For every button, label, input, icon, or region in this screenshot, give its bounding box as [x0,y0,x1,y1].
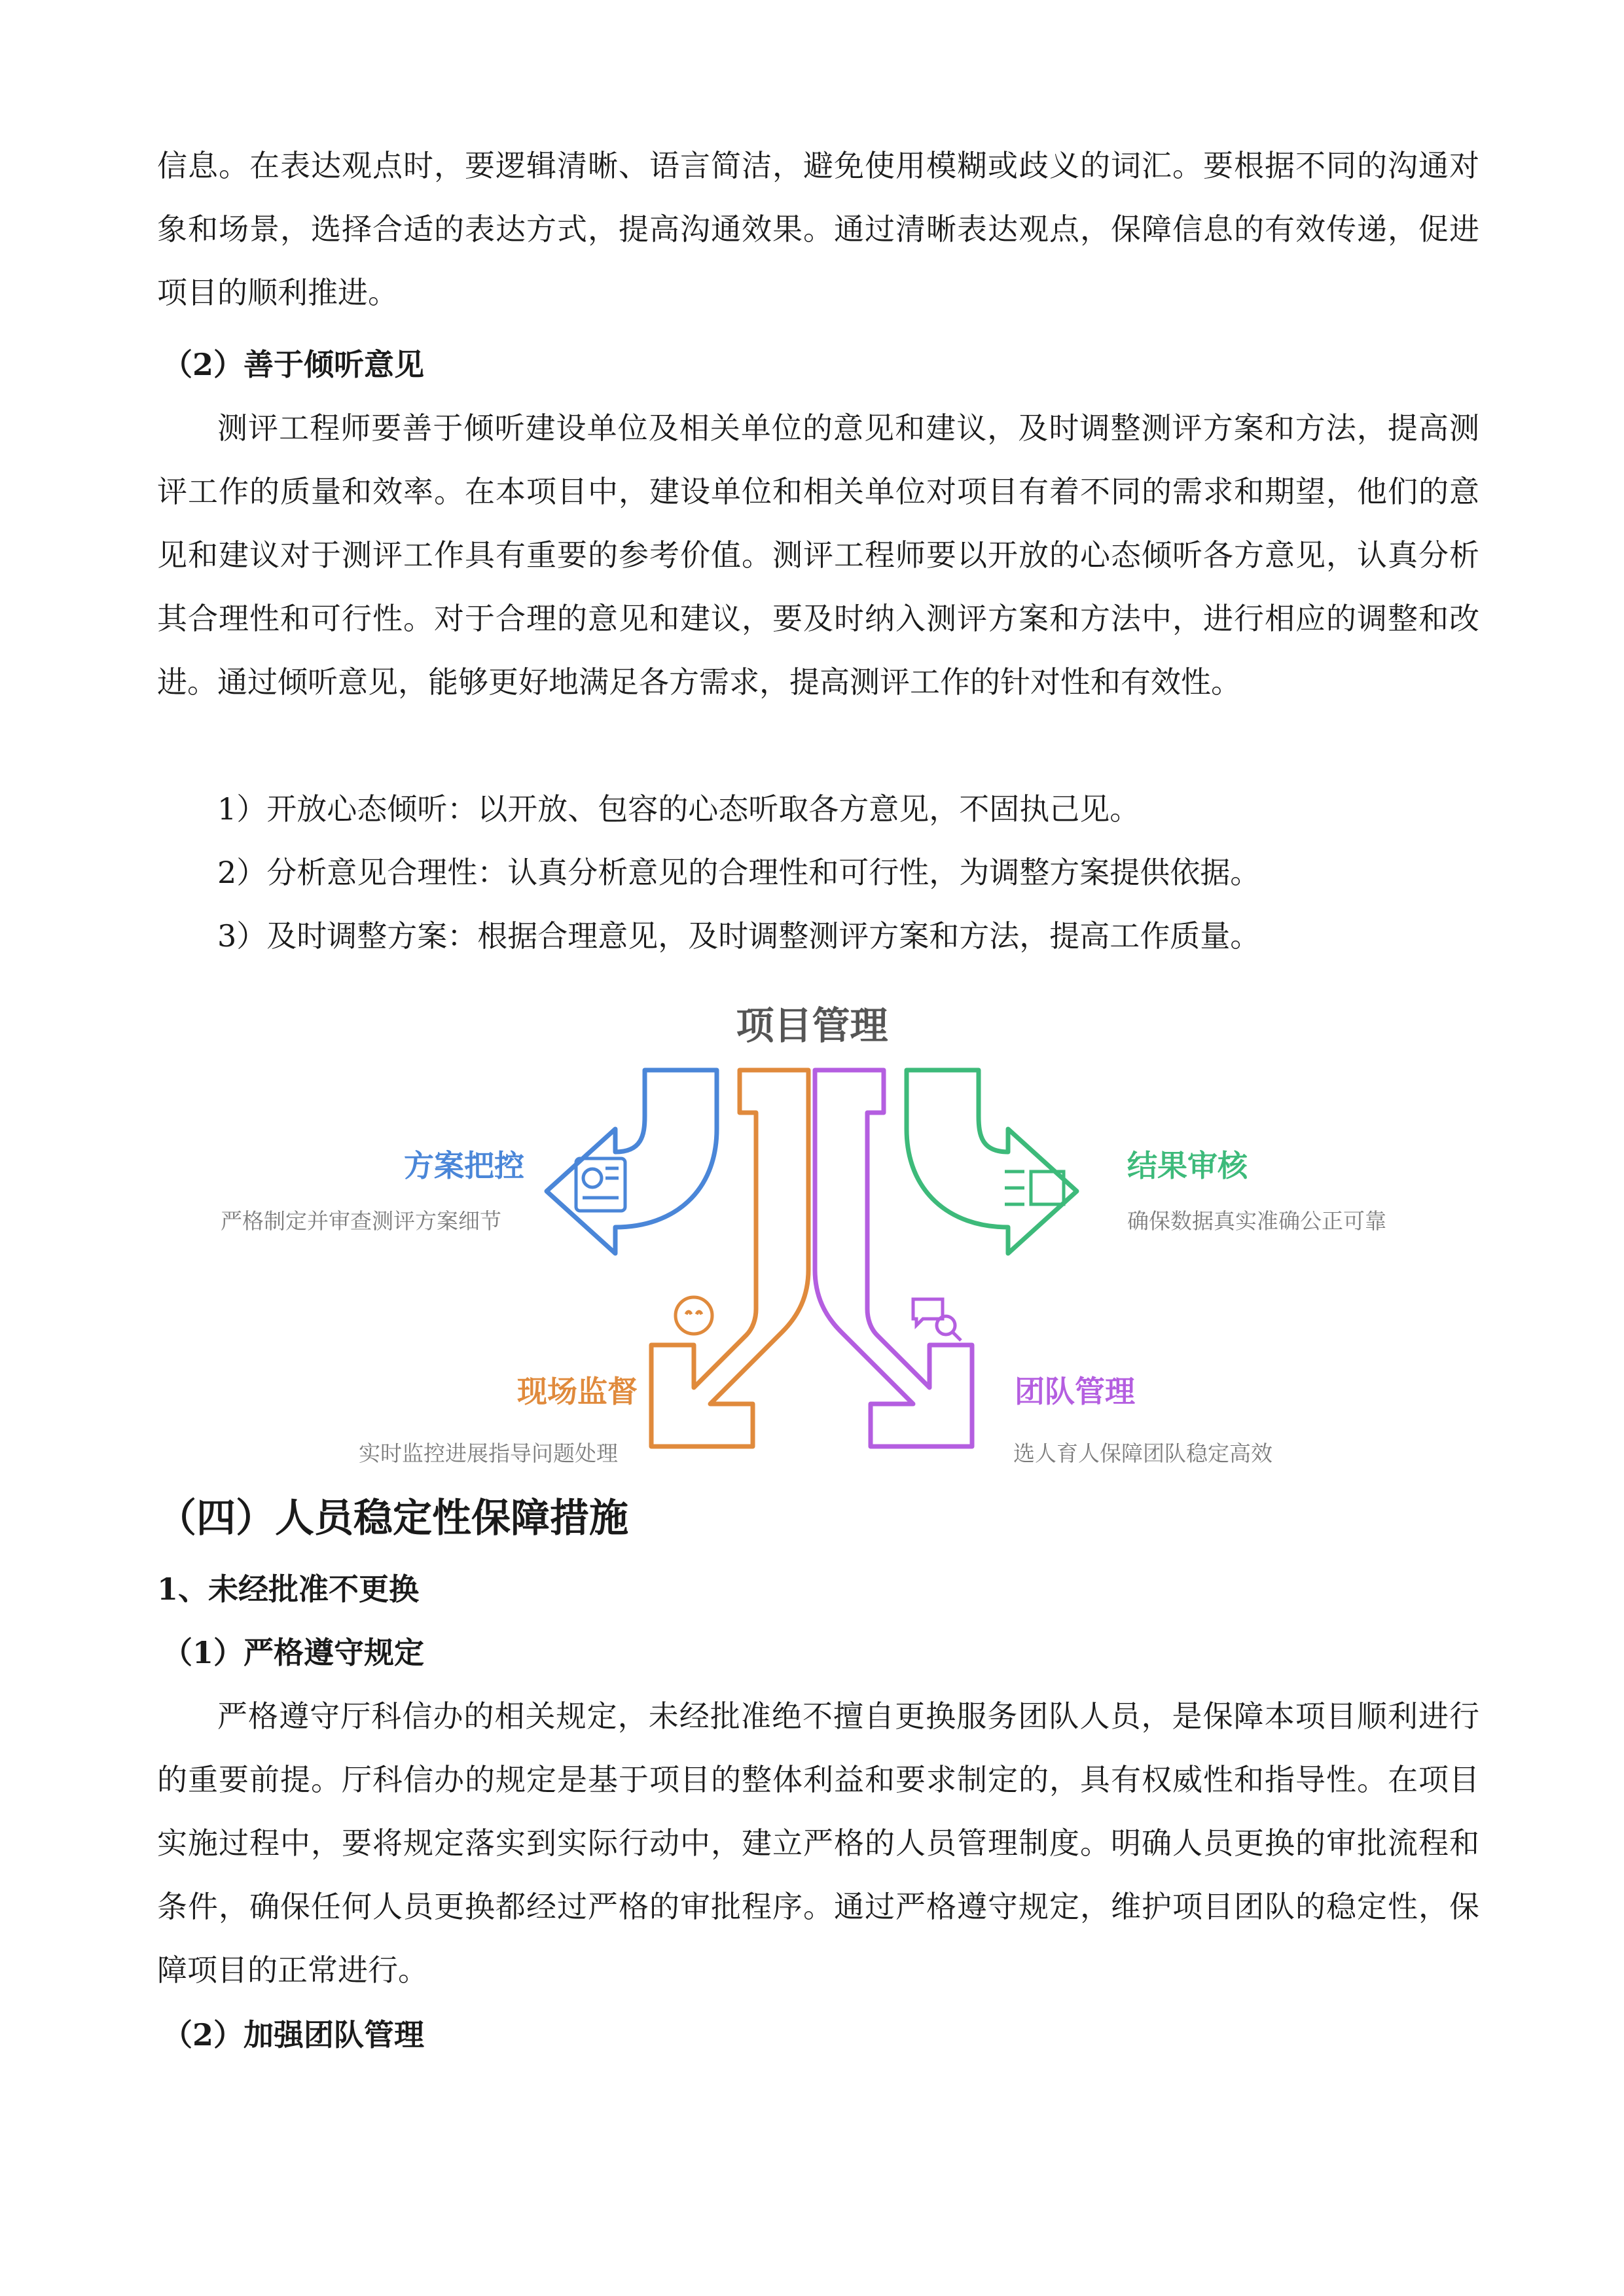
document-lines-icon [1005,1172,1064,1204]
team-management-desc: 选人育人保障团队稳定高效 [1013,1441,1272,1466]
project-management-diagram [0,995,1624,1492]
team-management-label: 团队管理 [1015,1374,1135,1409]
plan-control-label: 方案把控 [404,1148,524,1183]
diagram-arrows [0,995,1624,1492]
site-supervision-arrow [651,1070,808,1446]
team-management-arrow [815,1070,972,1446]
result-review-desc: 确保数据真实准确公正可靠 [1127,1208,1386,1234]
site-supervision-desc: 实时监控进展指导问题处理 [359,1441,618,1466]
rule-paragraph: 严格遵守厅科信办的相关规定，未经批准绝不擅自更换服务团队人员，是保障本项目顺利进行的重要前提。厅科信办的规定是基于项目的整体利益和要求制定的，具有权威性和指导性。在项目实施过程中，要将规定落实到实际行动中，建立严格的人员管理制度。明确人员更换的审批流程和条件，确保任何人员更换都经过严格的审批程序。通过严格遵守规定，维护项目团队的稳定性，保障项目的正常进行。 [157,1698,1479,1988]
speech-bubble-icon [676,1297,712,1334]
document-chart-icon [576,1158,625,1211]
listen-heading: （2）善于倾听意见 [162,347,425,382]
list-item: 3）及时调整方案：根据合理意见，及时调整测评方案和方法，提高工作质量。 [217,918,1261,954]
plan-control-arrow [547,1070,717,1253]
section-title: （四）人员稳定性保障措施 [157,1496,628,1541]
search-chat-icon [913,1299,961,1340]
result-review-label: 结果审核 [1127,1148,1248,1183]
list-item: 1）开放心态倾听：以开放、包容的心态听取各方意见，不固执己见。 [217,791,1140,827]
list-item: 2）分析意见合理性：认真分析意见的合理性和可行性，为调整方案提供依据。 [217,855,1261,890]
site-supervision-label: 现场监督 [517,1374,638,1409]
subsection-title: 1、未经批准不更换 [157,1571,420,1607]
intro-paragraph: 信息。在表达观点时，要逻辑清晰、语言简洁，避免使用模糊或歧义的词汇。要根据不同的沟通对象和场景，选择合适的表达方式，提高沟通效果。通过清晰表达观点，保障信息的有效传递，促进项目的顺利推进。 [157,148,1479,310]
rule-heading: （1）严格遵守规定 [162,1635,425,1670]
plan-control-desc: 严格制定并审查测评方案细节 [221,1208,501,1234]
team-heading: （2）加强团队管理 [162,2017,425,2053]
listen-paragraph: 测评工程师要善于倾听建设单位及相关单位的意见和建议，及时调整测评方案和方法，提高测评工作的质量和效率。在本项目中，建设单位和相关单位对项目有着不同的需求和期望，他们的意见和建议对于测评工作具有重要的参考价值。测评工程师要以开放的心态倾听各方意见，认真分析其合理性和可行性。对于合理的意见和建议，要及时纳入测评方案和方法中，进行相应的调整和改进。通过倾听意见，能够更好地满足各方需求，提高测评工作的针对性和有效性。 [157,410,1479,700]
diagram-title: 项目管理 [736,1003,888,1048]
result-review-arrow [907,1070,1077,1253]
